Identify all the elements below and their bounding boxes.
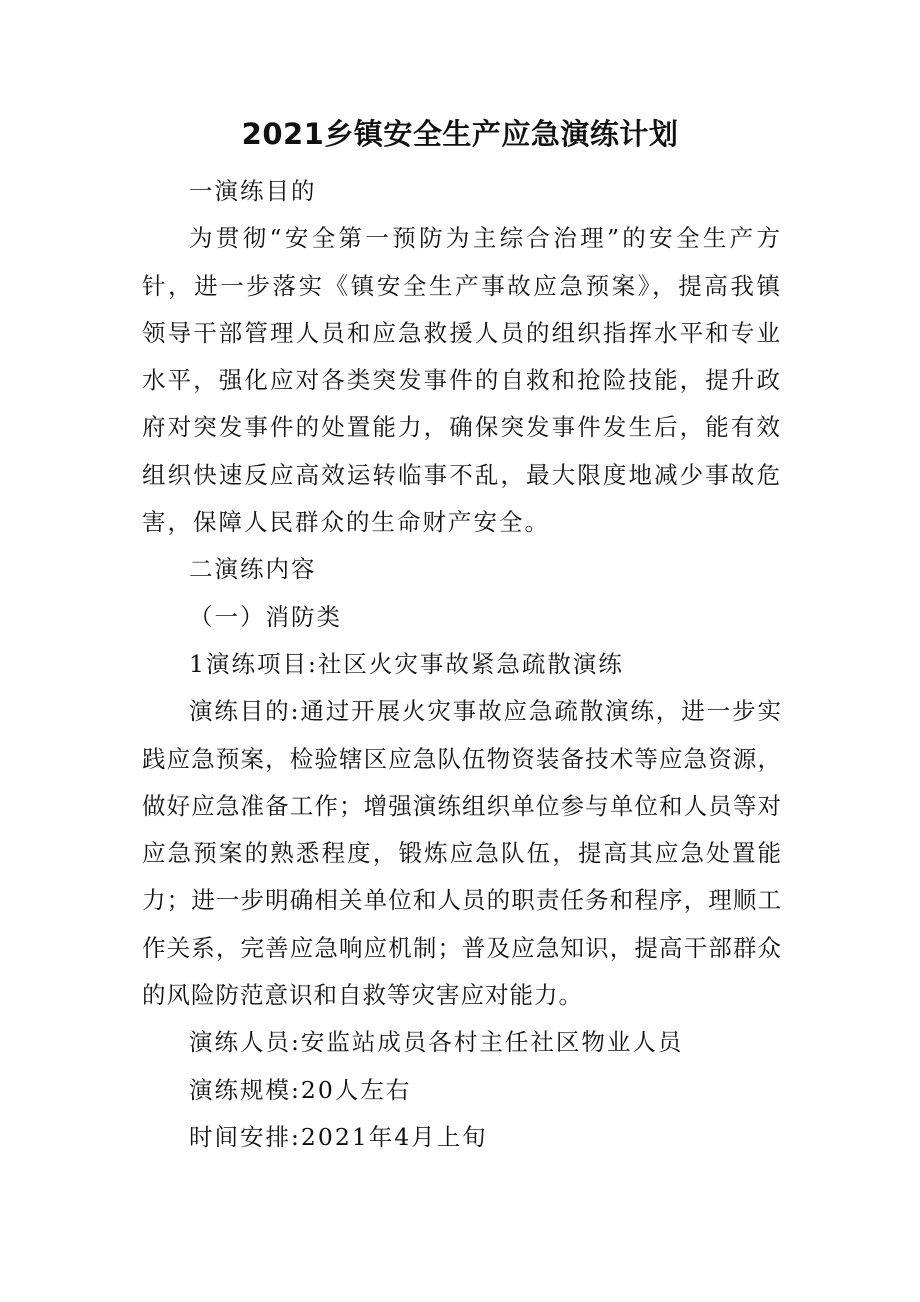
document-title: 2021乡镇安全生产应急演练计划	[241, 117, 679, 151]
drill-item: 1演练项目:社区火灾事故紧急疏散演练	[189, 649, 624, 678]
drill-scale: 演练规模:20人左右	[189, 1075, 412, 1104]
drill-purpose-paragraph: 演练目的:通过开展火灾事故应急疏散演练，进一步实践应急预案，检验辖区应急队伍物资装备技术等应急资源，做好应急准备工作；增强演练组织单位参与单位和人员等对应急预案的熟悉程度，锻炼应急队伍，提高其应急处置能力；进一步明确相关单位和人员的职责任务和程序，理顺工作关系，完善应急响应机制；普及应急知识，提高干部群众的风险防范意识和自救等灾害应对能力。	[142, 697, 782, 1010]
section-heading-purpose: 一演练目的	[189, 177, 317, 205]
drill-schedule: 时间安排:2021年4月上旬	[189, 1122, 488, 1151]
subsection-heading-fire: （一）消防类	[189, 602, 342, 631]
document-body	[142, 168, 782, 1161]
purpose-paragraph: 为贯彻“安全第一预防为主综合治理”的安全生产方针，进一步落实《镇安全生产事故应急预案》，提高我镇领导干部管理人员和应急救援人员的组织指挥水平和专业水平，强化应对各类突发事件的自救和抢险技能，提升政府对突发事件的处置能力，确保突发事件发生后，能有效组织快速反应高效运转临事不乱，最大限度地减少事故危害，保障人民群众的生命财产安全。	[142, 224, 782, 537]
section-heading-content: 二演练内容	[189, 555, 317, 584]
drill-personnel: 演练人员:安监站成员各村主任社区物业人员	[189, 1028, 684, 1057]
